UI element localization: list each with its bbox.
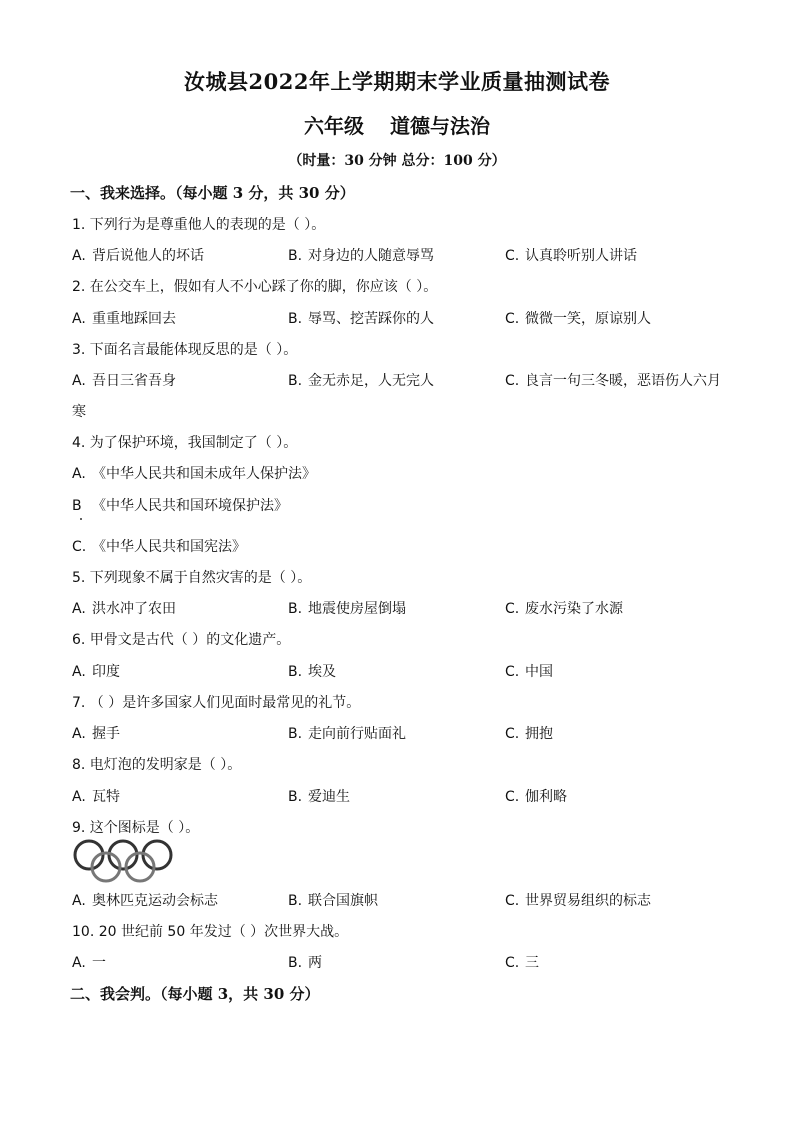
q9-option-b: B. 联合国旗帜 <box>288 893 378 909</box>
question-1: 1. 下列行为是尊重他人的表现的是（ ）。 <box>72 217 326 233</box>
q7-option-a: A. 握手 <box>72 726 120 742</box>
exam-subtitle <box>0 110 794 139</box>
question-8: 8. 电灯泡的发明家是（ ）。 <box>72 757 242 773</box>
stray-dot <box>80 518 82 520</box>
grade-label: 六年级 <box>304 114 364 138</box>
question-7: 7. （ ）是许多国家人们见面时最常见的礼节。 <box>72 695 361 711</box>
q8-option-b: B. 爱迪生 <box>288 789 350 805</box>
question-3: 3. 下面名言最能体现反思的是（ ）。 <box>72 342 298 358</box>
q7-option-c: C. 拥抱 <box>505 726 553 742</box>
q5-option-b: B. 地震使房屋倒塌 <box>288 601 406 617</box>
q10-option-c: C. 三 <box>505 955 539 971</box>
olympic-rings-icon <box>72 838 176 884</box>
question-10: 10. 20 世纪前 50 年发过（ ）次世界大战。 <box>72 924 349 940</box>
q8-option-a: A. 瓦特 <box>72 789 120 805</box>
question-9: 9. 这个图标是（ ）。 <box>72 820 200 836</box>
q10-option-a: A. 一 <box>72 955 106 971</box>
time-and-score: （时量：30 分钟 总分：100 分） <box>288 153 506 169</box>
q4-option-c: C. 《中华人民共和国宪法》 <box>72 539 246 555</box>
q3-option-c-continued: 寒 <box>72 404 86 420</box>
question-5: 5. 下列现象不属于自然灾害的是（ ）。 <box>72 570 312 586</box>
q2-option-b: B. 辱骂、挖苦踩你的人 <box>288 311 434 327</box>
q2-option-c: C. 微微一笑，原谅别人 <box>505 311 651 327</box>
question-4: 4. 为了保护环境，我国制定了（ ）。 <box>72 435 298 451</box>
q2-option-a: A. 重重地踩回去 <box>72 311 176 327</box>
q6-option-b: B. 埃及 <box>288 664 336 680</box>
q8-option-c: C. 伽利略 <box>505 789 567 805</box>
q3-option-a: A. 吾日三省吾身 <box>72 373 176 389</box>
q1-option-a: A. 背后说他人的坏话 <box>72 248 204 264</box>
exam-title: 汝城县2022年上学期期末学业质量抽测试卷 <box>184 69 610 94</box>
q10-option-b: B. 两 <box>288 955 322 971</box>
question-6: 6. 甲骨文是古代（ ）的文化遗产。 <box>72 632 291 648</box>
q3-option-c: C. 良言一句三冬暖，恶语伤人六月 <box>505 373 721 389</box>
q3-option-b: B. 金无赤足，人无完人 <box>288 373 434 389</box>
section-2-heading: 二、我会判。（每小题 3，共 30 分） <box>70 985 320 1003</box>
q1-option-c: C. 认真聆听别人讲话 <box>505 248 637 264</box>
q6-option-a: A. 印度 <box>72 664 120 680</box>
q4-option-a: A. 《中华人民共和国未成年人保护法》 <box>72 466 316 482</box>
q6-option-c: C. 中国 <box>505 664 553 680</box>
q1-option-b: B. 对身边的人随意辱骂 <box>288 248 434 264</box>
q5-option-a: A. 洪水冲了农田 <box>72 601 176 617</box>
question-2: 2. 在公交车上，假如有人不小心踩了你的脚，你应该（ ）。 <box>72 279 438 295</box>
q5-option-c: C. 废水污染了水源 <box>505 601 623 617</box>
q9-option-a: A. 奥林匹克运动会标志 <box>72 893 218 909</box>
section-1-heading: 一、我来选择。（每小题 3 分，共 30 分） <box>70 184 355 202</box>
q7-option-b: B. 走向前行贴面礼 <box>288 726 406 742</box>
subject-label: 道德与法治 <box>390 114 490 138</box>
q9-option-c: C. 世界贸易组织的标志 <box>505 893 651 909</box>
q4-option-b: B 《中华人民共和国环境保护法》 <box>72 498 288 514</box>
